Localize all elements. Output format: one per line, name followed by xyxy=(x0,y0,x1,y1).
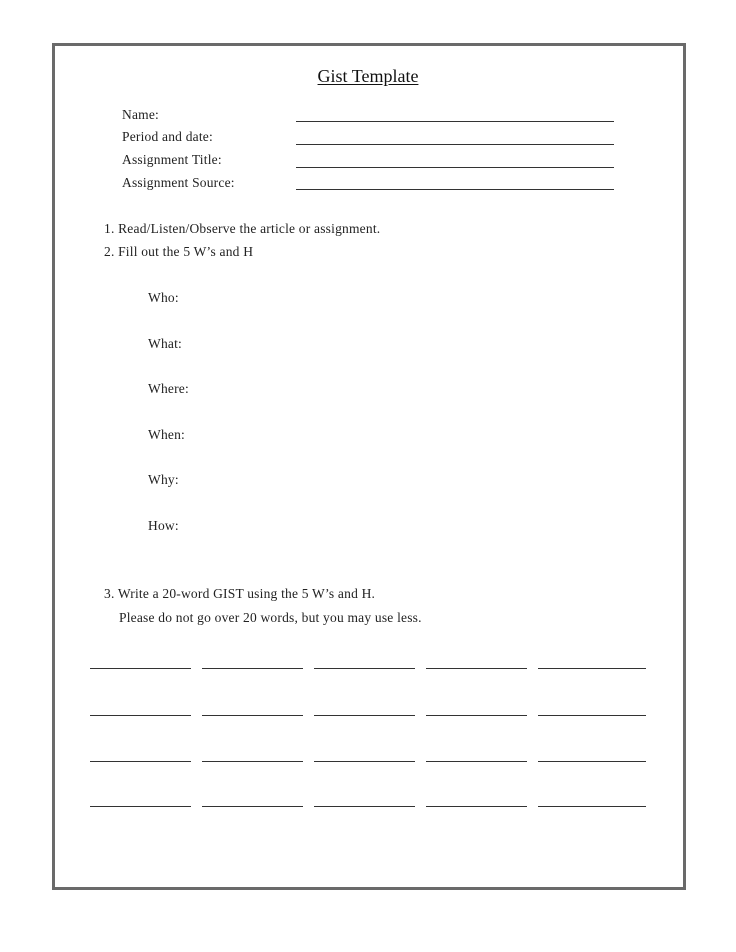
gist-blank[interactable] xyxy=(538,761,646,762)
gist-blank[interactable] xyxy=(426,668,527,669)
step-3-instruction: Please do not go over 20 words, but you may use less. xyxy=(119,610,422,625)
gist-blank[interactable] xyxy=(202,715,303,716)
period-date-label: Period and date: xyxy=(122,129,213,144)
gist-blank[interactable] xyxy=(426,806,527,807)
what-label: What: xyxy=(148,336,182,351)
gist-blank[interactable] xyxy=(90,761,191,762)
why-label: Why: xyxy=(148,472,179,487)
where-label: Where: xyxy=(148,381,189,396)
gist-blank[interactable] xyxy=(90,668,191,669)
page-border xyxy=(52,43,686,890)
name-field-line[interactable] xyxy=(296,121,614,122)
gist-blank[interactable] xyxy=(202,668,303,669)
name-label: Name: xyxy=(122,107,159,122)
gist-blank[interactable] xyxy=(426,761,527,762)
gist-blank[interactable] xyxy=(314,761,415,762)
assignment-title-label: Assignment Title: xyxy=(122,152,222,167)
assignment-title-field-line[interactable] xyxy=(296,167,614,168)
gist-blank[interactable] xyxy=(538,668,646,669)
step-2-text: 2. Fill out the 5 W’s and H xyxy=(104,244,254,259)
gist-blank[interactable] xyxy=(538,715,646,716)
gist-blank[interactable] xyxy=(202,761,303,762)
step-1-text: 1. Read/Listen/Observe the article or assignment. xyxy=(104,221,381,236)
assignment-source-field-line[interactable] xyxy=(296,189,614,190)
period-date-field-line[interactable] xyxy=(296,144,614,145)
gist-blank[interactable] xyxy=(426,715,527,716)
step-3-text: 3. Write a 20-word GIST using the 5 W’s and H. xyxy=(104,586,376,601)
how-label: How: xyxy=(148,518,179,533)
gist-blank[interactable] xyxy=(90,715,191,716)
gist-blank[interactable] xyxy=(314,668,415,669)
gist-blank[interactable] xyxy=(538,806,646,807)
gist-blank[interactable] xyxy=(314,715,415,716)
assignment-source-label: Assignment Source: xyxy=(122,175,235,190)
gist-blank[interactable] xyxy=(202,806,303,807)
who-label: Who: xyxy=(148,290,179,305)
document-title: Gist Template xyxy=(317,66,419,86)
gist-blank[interactable] xyxy=(314,806,415,807)
gist-blank[interactable] xyxy=(90,806,191,807)
when-label: When: xyxy=(148,427,185,442)
